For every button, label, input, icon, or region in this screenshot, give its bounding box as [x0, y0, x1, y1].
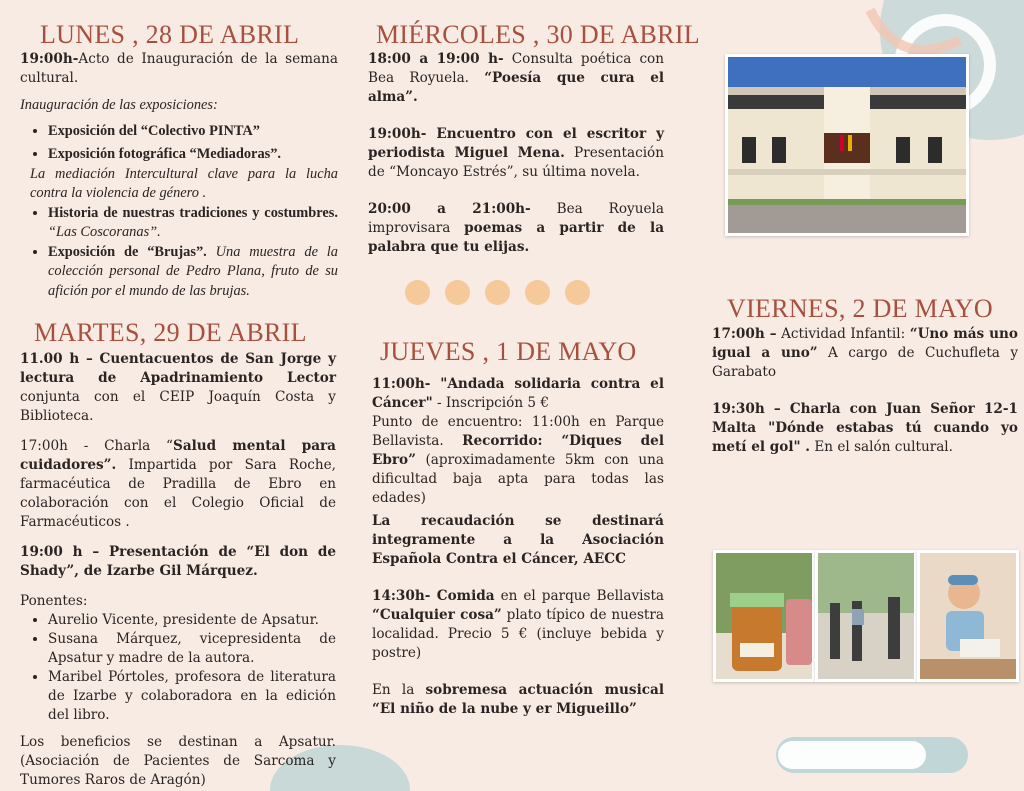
thursday-event-3: [372, 587, 664, 663]
monday-time: 19:00h-: [20, 51, 79, 67]
jam-jars-photo: [713, 550, 815, 682]
decorative-dots: [405, 280, 590, 305]
wednesday-event-1-time: 18:00 a 19:00 h-: [368, 51, 504, 67]
expo-item-3-rest: “Las Coscoranas”.: [48, 224, 161, 240]
friday-event-1-time: 17:00h –: [712, 326, 777, 342]
thursday-heading: JUEVES , 1 DE MAYO: [380, 337, 637, 366]
column-3: [712, 325, 1018, 457]
thursday-event-3-dish: “Cualquier cosa”: [372, 607, 502, 623]
town-hall-photo: [725, 54, 969, 236]
hikers-illustration: [818, 553, 914, 679]
wednesday-event-3-title: poemas a partir de la palabra que tu elijas.: [368, 220, 664, 255]
thursday-event-2-rest: (aproximadamente 5km con una dificultad baja apta para todas las edades): [372, 452, 664, 506]
thursday-event-4-title: sobremesa actuación musical “El niño de la nube y er Migueillo”: [372, 682, 664, 717]
thursday-event-2: [372, 413, 664, 508]
expo-item: [48, 243, 338, 302]
tuesday-event-2-time: 17:00h - Charla “: [20, 438, 173, 454]
wednesday-event-3-text: Bea Royuela improvisara: [368, 201, 664, 236]
ponente-item: • Susana Márquez, vicepresidenta de Apsatur y madre de la autora.: [48, 630, 336, 668]
monday-text: Acto de Inauguración de la semana cultural.: [20, 51, 338, 86]
thursday-event-4-text: En la: [372, 682, 426, 698]
tuesday-event-2: [20, 437, 336, 532]
wednesday-event-2-text: Presentación de “Moncayo Estrés”, su última novela.: [368, 145, 664, 180]
expo-list-2: [20, 204, 338, 302]
tuesday-heading: MARTES, 29 DE ABRIL: [34, 318, 307, 347]
expo-item-1: Exposición del “Colectivo PINTA”: [48, 122, 260, 139]
tuesday-event-2-title: Salud mental para cuidadores”.: [20, 438, 336, 473]
monday-opening: [20, 50, 338, 88]
town-hall-illustration: [728, 57, 966, 233]
hikers-photo: [815, 550, 917, 682]
thursday-event-2-text: Punto de encuentro: 11:00h en Parque Bellavista.: [372, 414, 664, 449]
child-illustration: [920, 553, 1016, 679]
friday-heading: VIERNES, 2 DE MAYO: [727, 294, 993, 323]
thursday-donation: La recaudación se destinará integramente a la Asociación Española Contra el Cáncer, AECC: [372, 513, 664, 567]
dot: [405, 280, 430, 305]
tuesday-event-1: [20, 350, 336, 426]
expo-list: [20, 122, 338, 165]
tuesday-event-1-title: 11.00 h – Cuentacuentos de San Jorge y lectura de Apadrinamiento Lector: [20, 351, 336, 386]
expo-item-4: Exposición de “Brujas”.: [48, 243, 207, 260]
wednesday-heading: MIÉRCOLES , 30 DE ABRIL: [376, 20, 700, 49]
wednesday-event-2-title: 19:00h- Encuentro con el escritor y periodista Miguel Mena.: [368, 126, 664, 161]
monday-block: [20, 50, 338, 301]
wednesday-event-1-text: Consulta poética con Bea Royuela.: [368, 51, 664, 86]
monday-heading: LUNES , 28 DE ABRIL: [40, 20, 300, 49]
tuesday-event-2-text: Impartida por Sara Roche, farmacéutica de Pradilla de Ebro en colaboración con el Colegio Oficial de Farmacéuticos .: [20, 457, 336, 530]
wednesday-event-1-title: “Poesía que cura el alma”.: [368, 70, 665, 105]
thursday-event-4: [372, 681, 664, 719]
dot: [525, 280, 550, 305]
thursday-event-1: [372, 375, 664, 413]
wednesday-event-1: [368, 50, 664, 107]
wednesday-event-3-time: 20:00 a 21:00h-: [368, 201, 531, 217]
dot: [445, 280, 470, 305]
wednesday-event-3: [368, 200, 664, 257]
wednesday-block: [368, 50, 664, 257]
friday-event-1-text: Actividad Infantil:: [776, 326, 910, 342]
beneficios-text: Los beneficios se destinan a Apsatur. (Asociación de Pacientes de Sarcoma y Tumores Raros de Aragón): [20, 734, 336, 788]
tuesday-block: [20, 350, 336, 790]
expo-item-2: Exposición fotográfica “Mediadoras”.: [48, 146, 282, 162]
thursday-event-1-title: 11:00h- "Andada solidaria contra el Cáncer": [372, 376, 664, 411]
mediacion-text: La mediación Intercultural clave para la lucha contra la violencia de género .: [30, 165, 338, 201]
friday-event-1-title: “Uno más uno igual a uno”: [712, 326, 1019, 361]
friday-event-1-rest: A cargo de Cuchufleta y Garabato: [712, 345, 1018, 380]
friday-event-2: [712, 400, 1018, 457]
ponentes-list: [20, 611, 336, 725]
thursday-event-2-title: Recorrido: “Diques del Ebro”: [372, 433, 664, 468]
expo-item: [48, 145, 338, 165]
expo-item: [48, 122, 338, 142]
tuesday-event-1-text: conjunta con el CEIP Joaquín Costa y Biblioteca.: [20, 389, 336, 424]
child-reading-photo: [917, 550, 1019, 682]
thursday-event-1-text: - Inscripción 5 €: [432, 395, 550, 411]
friday-event-1: [712, 325, 1018, 382]
dot: [485, 280, 510, 305]
dot: [565, 280, 590, 305]
friday-event-2-text: En el salón cultural.: [810, 439, 953, 455]
ponente-item: • Maribel Pórtoles, profesora de literatura de Izarbe y colaboradora en la edición del libro.: [48, 668, 336, 725]
tuesday-event-3: 19:00 h – Presentación de “El don de Shady”, de Izarbe Gil Márquez.: [20, 544, 336, 579]
wednesday-event-2: [368, 125, 664, 182]
thursday-event-3-title: 14:30h- Comida: [372, 588, 495, 604]
ponente-item: • Aurelio Vicente, presidente de Apsatur.: [48, 611, 336, 630]
ponentes-label: Ponentes:: [20, 593, 88, 609]
thursday-event-3-rest: plato típico de nuestra localidad. Precio 5 € (incluye bebida y postre): [372, 607, 665, 661]
expo-intro: Inauguración de las exposiciones:: [20, 97, 218, 113]
expo-item-3: Historia de nuestras tradiciones y costumbres.: [48, 204, 338, 221]
thursday-block: [372, 375, 664, 719]
expo-item-4-rest: Una muestra de la colección personal de Pedro Plana, fruto de su afición por el mundo de las brujas.: [48, 243, 338, 299]
friday-event-2-title: 19:30h – Charla con Juan Señor 12-1 Malta "Dónde estabas tú cuando yo metí el gol" .: [712, 401, 1018, 455]
expo-item: [48, 204, 338, 243]
jars-illustration: [716, 553, 812, 679]
thursday-event-3-text: en el parque Bellavista: [494, 588, 665, 604]
